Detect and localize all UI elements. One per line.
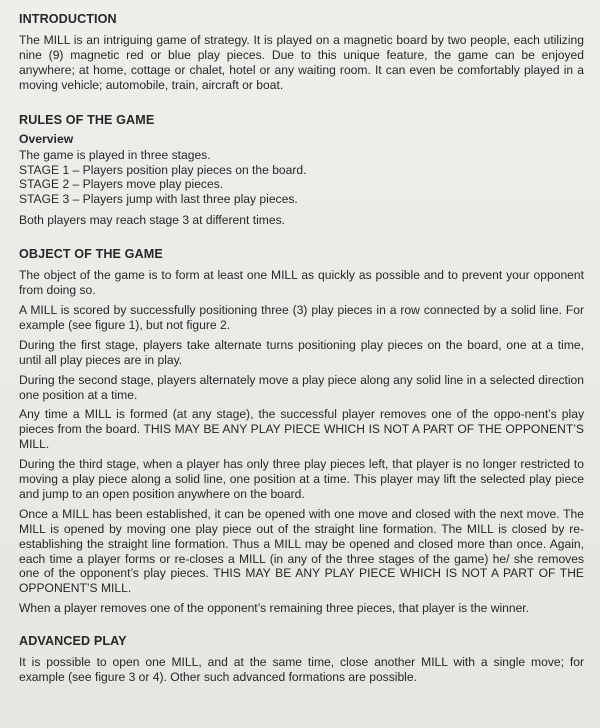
introduction-paragraph: The MILL is an intriguing game of strategy. It is played on a magnetic board by two people, each utilizing nine (9) magnetic red or blue play pieces. Due to this unique feature, the game can be enjoyed anywhere; at home, cottage or chalet, hotel or any waiting room. It can even be comfortably played in a moving vehicle; automobile, train, aircraft or boat. <box>19 33 584 92</box>
rules-line: STAGE 1 – Players position play pieces on the board. <box>19 162 307 177</box>
object-paragraph: When a player removes one of the opponent’s remaining three pieces, that player is the winner. <box>19 601 530 616</box>
object-heading: OBJECT OF THE GAME <box>19 247 163 262</box>
object-paragraph: Once a MILL has been established, it can be opened with one move and closed with the next move. The MILL is opened by moving one play piece out of the straight line formation. The MILL is closed by re-establishing the straight line formation. Thus a MILL may be opened and closed more than once. Again, each time a player forms or re-closes a MILL (in any of the three stages of the game) he/ she removes one of the opponent’s play pieces. THIS MAY BE ANY PLAY PIECE WHICH IS NOT A PART OF THE OPPONENT’S MILL. <box>19 506 584 596</box>
object-paragraph: During the first stage, players take alternate turns positioning play pieces on the board, one at a time, until all play pieces are in play. <box>19 337 584 367</box>
object-paragraph: During the second stage, players alternately move a play piece along any solid line in a selected direction one position at a time. <box>19 372 584 402</box>
rules-line: STAGE 3 – Players jump with last three play pieces. <box>19 192 298 207</box>
advanced-paragraph: It is possible to open one MILL, and at the same time, close another MILL with a single move; for example (see figure 3 or 4). Other such advanced formations are possible. <box>19 655 584 685</box>
rules-heading: RULES OF THE GAME <box>19 112 155 127</box>
object-paragraph: During the third stage, when a player has only three play pieces left, that player is no longer restricted to moving a play piece along a solid line, one position at a time. This player may lift the selected play piece and jump to an open position anywhere on the board. <box>19 457 584 501</box>
object-paragraph: The object of the game is to form at least one MILL as quickly as possible and to prevent your opponent from doing so. <box>19 268 584 298</box>
advanced-heading: ADVANCED PLAY <box>19 634 127 649</box>
rules-line: STAGE 2 – Players move play pieces. <box>19 177 224 192</box>
rules-note: Both players may reach stage 3 at different times. <box>19 213 285 228</box>
rules-line: The game is played in three stages. <box>19 147 211 162</box>
object-paragraph: A MILL is scored by successfully positioning three (3) play pieces in a row connected by a solid line. For example (see figure 1), but not figure 2. <box>19 302 584 332</box>
introduction-heading: INTRODUCTION <box>19 12 117 26</box>
object-paragraph: Any time a MILL is formed (at any stage), the successful player removes one of the oppo-nent’s play pieces from the board. THIS MAY BE ANY PLAY PIECE WHICH IS NOT A PART OF THE OPPONENT’S MILL. <box>19 407 584 452</box>
overview-subheading: Overview <box>19 131 74 146</box>
